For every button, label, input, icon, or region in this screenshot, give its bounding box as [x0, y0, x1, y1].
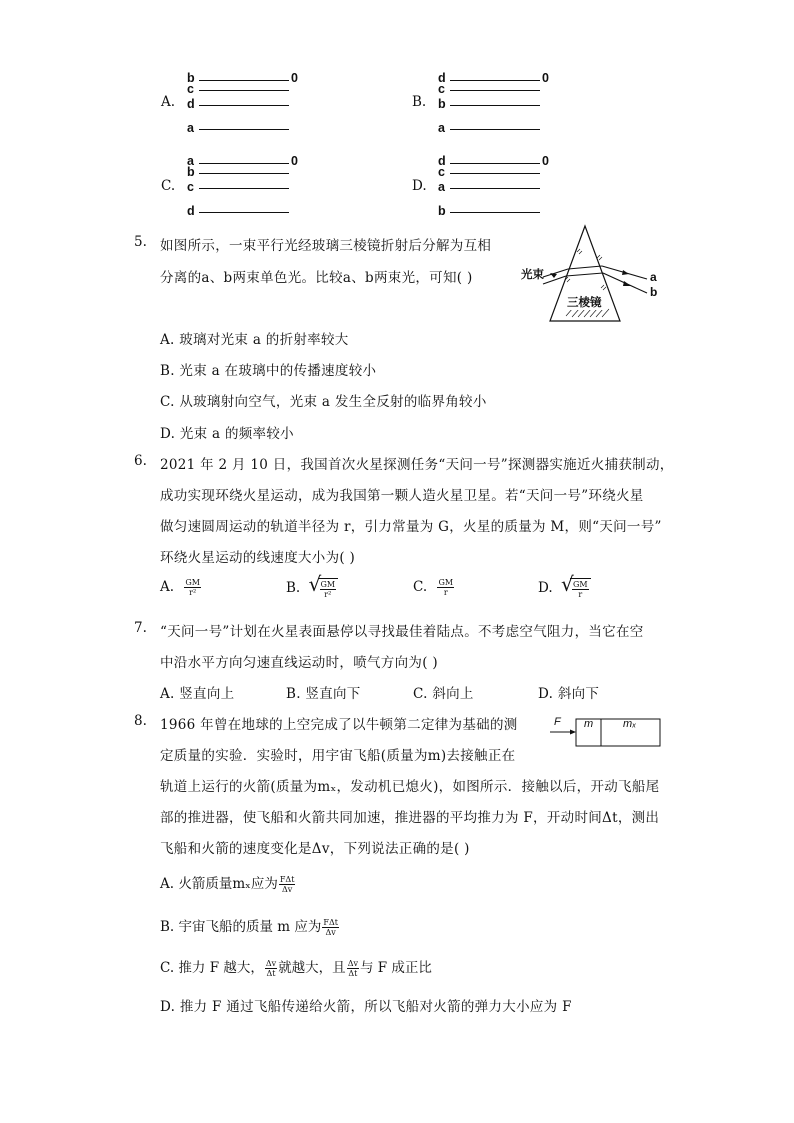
denominator: r [578, 590, 583, 599]
fraction [279, 875, 296, 894]
option-C[interactable] [413, 578, 455, 597]
option-label: C. [413, 579, 428, 595]
beam-label: 光束 [521, 269, 544, 281]
numerator: GM [320, 580, 336, 589]
level-line [199, 105, 289, 106]
option-C[interactable]: C. 从玻璃射向空气，光束 a 发生全反射的临界角较小 [160, 394, 487, 410]
level-label: a [438, 121, 445, 135]
level-label: b [438, 204, 446, 218]
question-text: 成功实现环绕火星运动，成为我国第一颗人造火星卫星。若“天问一号”环绕火星 [160, 488, 644, 504]
level-label: d [438, 154, 446, 168]
question-text: “天问一号”计划在火星表面悬停以寻找最佳着陆点。不考虑空气阻力，当它在空 [160, 624, 644, 640]
level-line [450, 90, 540, 91]
denominator: r [443, 588, 448, 597]
level-label: d [187, 204, 195, 218]
level-line [199, 188, 289, 189]
question-text: 1966 年曾在地球的上空完成了以牛顿第二定律为基础的测 [160, 717, 518, 733]
zero-label: 0 [542, 154, 549, 168]
option-D[interactable]: D. 斜向下 [538, 686, 600, 702]
option-B[interactable] [286, 572, 338, 599]
option-label: D. [412, 178, 427, 194]
question-number: 8. [134, 713, 147, 729]
option-C[interactable] [160, 956, 432, 978]
option-A[interactable]: A. 竖直向上 [160, 686, 235, 702]
sqrt: √ $\frac{GM}{r}$ [561, 578, 591, 599]
option-D[interactable] [538, 572, 591, 599]
level-line [199, 129, 289, 130]
level-line [450, 80, 540, 81]
zero-label: 0 [542, 71, 549, 85]
option-label: B. [286, 580, 301, 596]
denominator: Δt [348, 969, 358, 978]
fraction [184, 578, 201, 597]
level-label: a [187, 121, 194, 135]
question-text: 中沿水平方向匀速直线运动时，喷气方向为( ) [160, 655, 438, 671]
level-line [450, 105, 540, 106]
denominator: r² [324, 590, 332, 599]
level-label: b [187, 165, 195, 179]
level-line [450, 173, 540, 174]
denominator: Δt [266, 969, 276, 978]
question-number: 7. [134, 620, 147, 636]
numerator: GM [572, 580, 588, 589]
option-B[interactable]: B. 竖直向下 [286, 686, 361, 702]
option-label: C. [161, 178, 176, 194]
ray-a-label: a [650, 270, 657, 284]
prism-label: 三棱镜 [567, 297, 602, 309]
question-text: 飞船和火箭的速度变化是Δv，下列说法正确的是( ) [160, 841, 470, 857]
question-text: 环绕火星运动的线速度大小为( ) [160, 550, 356, 566]
level-line [199, 90, 289, 91]
question-number: 6. [134, 453, 147, 469]
denominator: r² [189, 588, 197, 597]
question-text: 做匀速圆周运动的轨道半径为 r，引力常量为 G，火星的质量为 M，则“天问一号” [160, 519, 662, 535]
option-D[interactable]: D. 光束 a 的频率较小 [160, 426, 294, 442]
numerator: FΔt [323, 918, 338, 927]
numerator: Δv [347, 959, 358, 968]
option-A[interactable]: A. 玻璃对光束 a 的折射率较大 [160, 332, 349, 348]
level-line [450, 212, 540, 213]
zero-label: 0 [291, 71, 298, 85]
level-label: c [438, 82, 445, 96]
option-A[interactable] [160, 872, 296, 894]
numerator: FΔt [279, 875, 295, 884]
numerator: GM [185, 578, 200, 587]
question-text: 部的推进器，使飞船和火箭共同加速，推进器的平均推力为 F，开动时间Δt，测出 [160, 810, 660, 826]
option-label: D. [538, 580, 553, 596]
option-text: 就越大，且 [278, 960, 346, 976]
option-text: C. 推力 F 越大， [160, 960, 264, 976]
numerator: GM [438, 578, 454, 587]
numerator: Δv [265, 959, 277, 968]
option-B[interactable] [160, 915, 340, 937]
denominator: Δv [325, 928, 336, 937]
rocket-mass-label: mₓ [623, 718, 637, 730]
level-line [199, 80, 289, 81]
option-B[interactable]: B. 光束 a 在玻璃中的传播速度较小 [160, 363, 377, 379]
level-line [199, 173, 289, 174]
ship-mass-label: m [584, 718, 594, 730]
level-label: b [438, 97, 446, 111]
level-line [450, 129, 540, 130]
option-D[interactable]: D. 推力 F 通过飞船传递给火箭，所以飞船对火箭的弹力大小应为 F [160, 999, 572, 1015]
level-label: b [187, 71, 195, 85]
level-label: c [438, 165, 445, 179]
fraction [322, 918, 339, 937]
question-text: 2021 年 2 月 10 日，我国首次火星探测任务“天问一号”探测器实施近火捕获制动， [160, 457, 674, 473]
sqrt: √ $\frac{GM}{\text{r²}}$ [309, 578, 339, 599]
ray-b-label: b [650, 285, 658, 299]
level-line [199, 163, 289, 164]
option-A[interactable] [160, 578, 202, 597]
option-text: B. 宇宙飞船的质量 m 应为 [160, 919, 322, 935]
question-text: 分离的a、b两束单色光。比较a、b两束光，可知( ) [160, 270, 473, 286]
option-text: 与 F 成正比 [359, 960, 432, 976]
fraction [437, 578, 454, 597]
force-label: F [554, 716, 561, 728]
option-text: A. 火箭质量mₓ应为 [160, 876, 278, 892]
level-line [450, 163, 540, 164]
option-label: A. [160, 579, 175, 595]
option-C[interactable]: C. 斜向上 [413, 686, 474, 702]
level-label: c [187, 180, 194, 194]
level-label: c [187, 82, 194, 96]
question-text: 轨道上运行的火箭(质量为mₓ，发动机已熄火)，如图所示．接触以后，开动飞船尾 [160, 779, 660, 795]
denominator: Δv [281, 885, 293, 894]
fraction [347, 959, 359, 978]
level-label: a [438, 180, 445, 194]
option-label: B. [412, 94, 427, 110]
level-label: d [187, 97, 195, 111]
level-line [199, 212, 289, 213]
zero-label: 0 [291, 154, 298, 168]
level-label: d [438, 71, 446, 85]
level-label: a [187, 154, 194, 168]
level-line [450, 188, 540, 189]
question-number: 5. [134, 234, 147, 250]
option-label: A. [161, 94, 176, 110]
question-text: 定质量的实验．实验时，用宇宙飞船(质量为m)去接触正在 [160, 748, 516, 764]
fraction [265, 959, 277, 978]
question-text: 如图所示，一束平行光经玻璃三棱镜折射后分解为互相 [160, 238, 492, 254]
